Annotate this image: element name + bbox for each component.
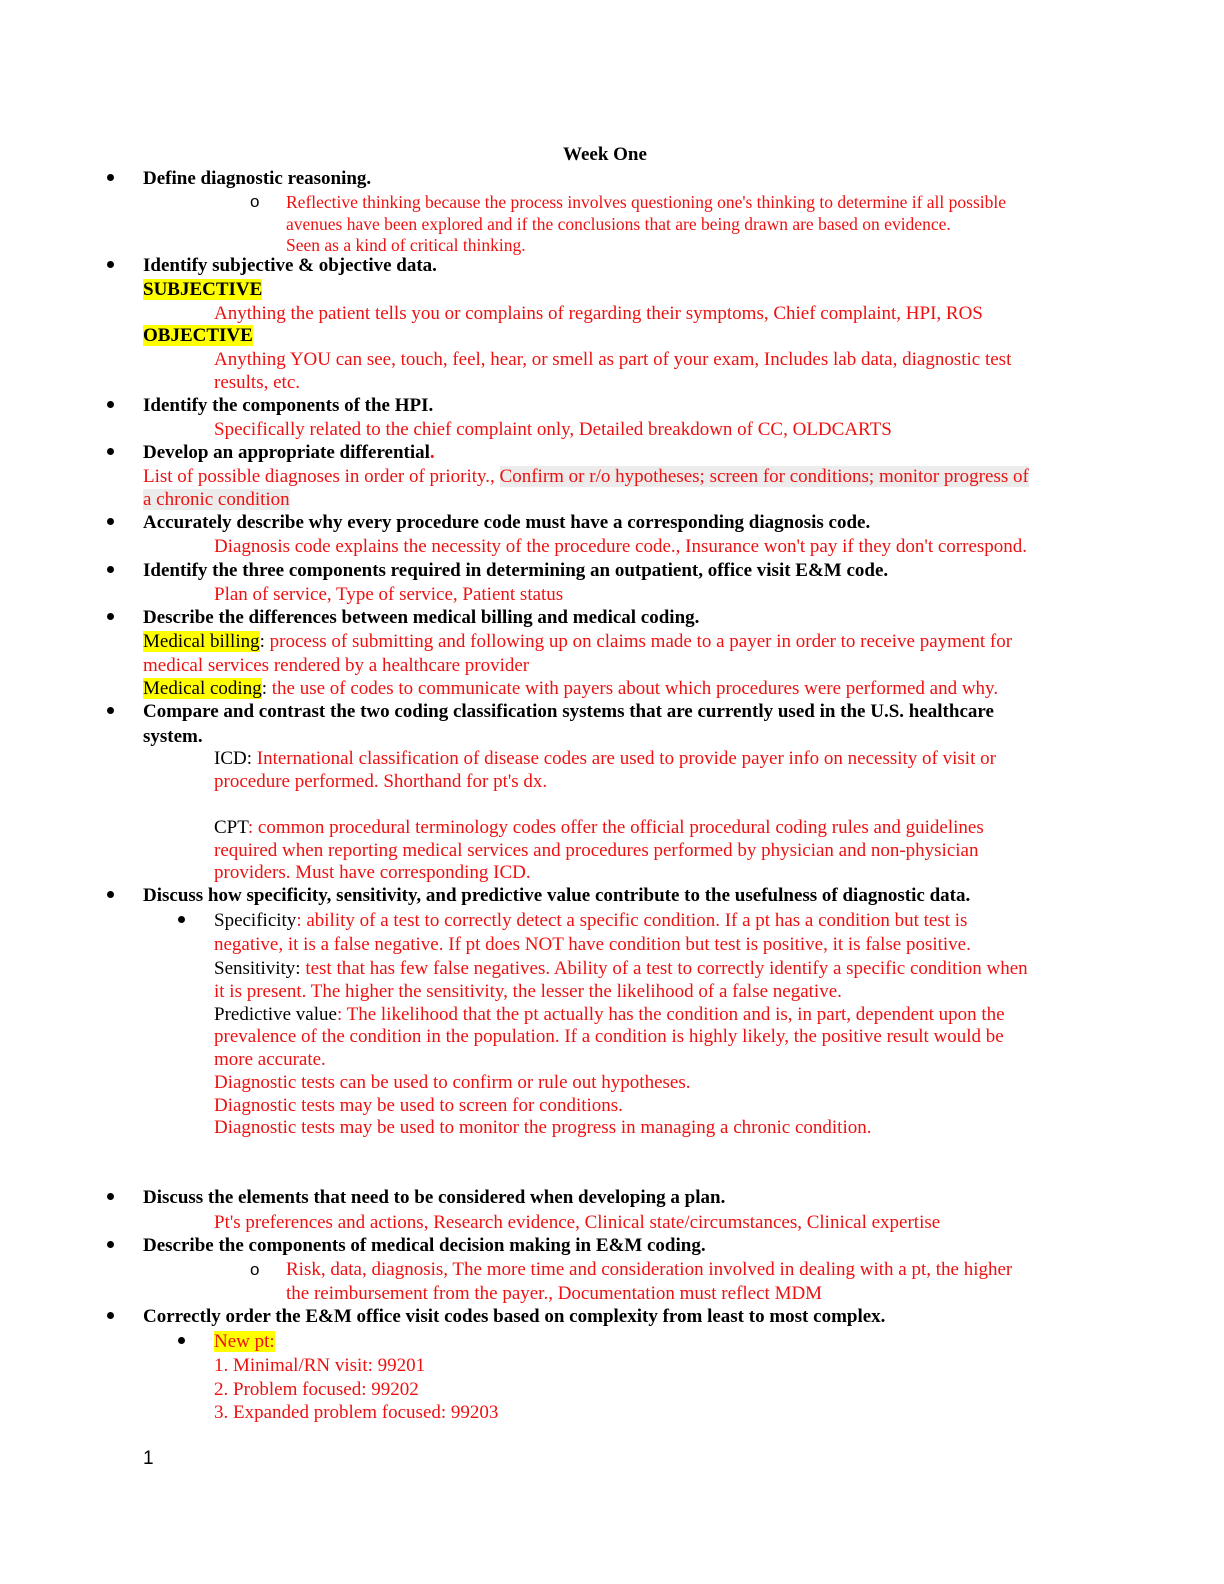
specificity-line2: negative, it is a false negative. If pt does NOT have condition but test is positive, it is false positive. (214, 934, 971, 955)
sensitivity-line1: Sensitivity: test that has few false negatives. Ability of a test to correctly identify a specific condition when (214, 958, 1028, 979)
q4-answer-line2: a chronic condition (143, 489, 290, 510)
page-title: Week One (563, 144, 647, 165)
predictive-value-line2: prevalence of the condition in the population. If a condition is highly likely, the positive result would be (214, 1026, 1004, 1047)
diagnostic-tests-line3: Diagnostic tests may be used to monitor the progress in managing a chronic condition. (214, 1117, 872, 1138)
sensitivity-line2: it is present. The higher the sensitivity, the lesser the likelihood of a false negative. (214, 981, 842, 1002)
q8-heading-line1: Compare and contrast the two coding classification systems that are currently used in the U.S. healthcare (143, 701, 994, 722)
q1-answer-line1: Reflective thinking because the process involves questioning one's thinking to determine if all possible (286, 192, 1007, 212)
q4-answer-line1: List of possible diagnoses in order of priority., Confirm or r/o hypotheses; screen for conditions; monitor progress of (143, 466, 1029, 487)
q6-heading: Identify the three components required in determining an outpatient, office visit E&M code. (143, 560, 889, 581)
code-item-1: 1. Minimal/RN visit: 99201 (214, 1355, 426, 1376)
subjective-text: Anything the patient tells you or complains of regarding their symptoms, Chief complaint, HPI, ROS (214, 303, 983, 324)
icd-line2: procedure performed. Shorthand for pt's dx. (214, 771, 548, 792)
q11-answer-line2: the reimbursement from the payer., Documentation must reflect MDM (286, 1283, 823, 1304)
page-number: 1 (143, 1448, 154, 1469)
q1-heading: Define diagnostic reasoning. (143, 168, 372, 189)
q12-heading: Correctly order the E&M office visit codes based on complexity from least to most complex. (143, 1306, 886, 1327)
cpt-line3: providers. Must have corresponding ICD. (214, 862, 531, 883)
bullet-icon (107, 1241, 114, 1248)
bullet-icon (107, 707, 114, 714)
medical-billing-line2: medical services rendered by a healthcare provider (143, 655, 530, 676)
sub-bullet-o-icon: o (250, 192, 260, 211)
objective-text-line1: Anything YOU can see, touch, feel, hear, or smell as part of your exam, Includes lab data, diagnostic test (214, 349, 1012, 370)
predictive-value-line3: more accurate. (214, 1049, 326, 1070)
cpt-line2: required when reporting medical services and procedures performed by physician and non-physician (214, 840, 979, 861)
sub-bullet-o-icon: o (250, 1260, 260, 1279)
q8-heading-line2: system. (143, 726, 203, 747)
icd-line1: ICD: International classification of disease codes are used to provide payer info on necessity of visit or (214, 748, 996, 769)
bullet-icon (107, 1312, 114, 1319)
bullet-icon (107, 566, 114, 573)
sub-bullet-icon (178, 916, 185, 923)
q1-answer-line3: Seen as a kind of critical thinking. (286, 235, 526, 255)
q1-answer-line2: avenues have been explored and if the conclusions that are being drawn are based on evidence. (286, 214, 951, 234)
code-item-3: 3. Expanded problem focused: 99203 (214, 1402, 499, 1423)
sub-bullet-icon (178, 1337, 185, 1344)
diagnostic-tests-line1: Diagnostic tests can be used to confirm or rule out hypotheses. (214, 1072, 691, 1093)
bullet-icon (107, 174, 114, 181)
code-item-2: 2. Problem focused: 99202 (214, 1379, 419, 1400)
q7-heading: Describe the differences between medical billing and medical coding. (143, 607, 700, 628)
q11-answer-line1: Risk, data, diagnosis, The more time and consideration involved in dealing with a pt, the higher (286, 1259, 1013, 1280)
cpt-line1: CPT: common procedural terminology codes offer the official procedural coding rules and guidelines (214, 817, 984, 838)
q5-answer: Diagnosis code explains the necessity of the procedure code., Insurance won't pay if they don't correspond. (214, 536, 1028, 557)
bullet-icon (107, 613, 114, 620)
q9-heading: Discuss how specificity, sensitivity, and predictive value contribute to the usefulness of diagnostic data. (143, 885, 971, 906)
q10-heading: Discuss the elements that need to be considered when developing a plan. (143, 1187, 726, 1208)
q6-answer: Plan of service, Type of service, Patient status (214, 584, 564, 605)
bullet-icon (107, 261, 114, 268)
diagnostic-tests-line2: Diagnostic tests may be used to screen for conditions. (214, 1095, 623, 1116)
q11-heading: Describe the components of medical decision making in E&M coding. (143, 1235, 706, 1256)
objective-label: OBJECTIVE (143, 325, 253, 346)
q4-heading: Develop an appropriate differential. (143, 442, 435, 463)
medical-billing-line1: Medical billing: process of submitting and following up on claims made to a payer in order to receive payment for (143, 631, 1013, 652)
subjective-label: SUBJECTIVE (143, 279, 263, 300)
q10-answer: Pt's preferences and actions, Research evidence, Clinical state/circumstances, Clinical expertise (214, 1212, 941, 1233)
specificity-line1: Specificity: ability of a test to correctly detect a specific condition. If a pt has a condition but test is (214, 910, 968, 931)
q2-heading: Identify subjective & objective data. (143, 255, 437, 276)
bullet-icon (107, 1193, 114, 1200)
bullet-icon (107, 518, 114, 525)
q5-heading: Accurately describe why every procedure code must have a corresponding diagnosis code. (143, 512, 871, 533)
objective-text-line2: results, etc. (214, 372, 301, 393)
bullet-icon (107, 448, 114, 455)
medical-coding-line: Medical coding: the use of codes to communicate with payers about which procedures were performed and why. (143, 678, 999, 699)
bullet-icon (107, 891, 114, 898)
predictive-value-line1: Predictive value: The likelihood that the pt actually has the condition and is, in part, dependent upon the (214, 1004, 1005, 1025)
q3-heading: Identify the components of the HPI. (143, 395, 434, 416)
bullet-icon (107, 401, 114, 408)
new-pt-label: New pt: (214, 1331, 275, 1352)
q3-answer: Specifically related to the chief complaint only, Detailed breakdown of CC, OLDCARTS (214, 419, 892, 440)
